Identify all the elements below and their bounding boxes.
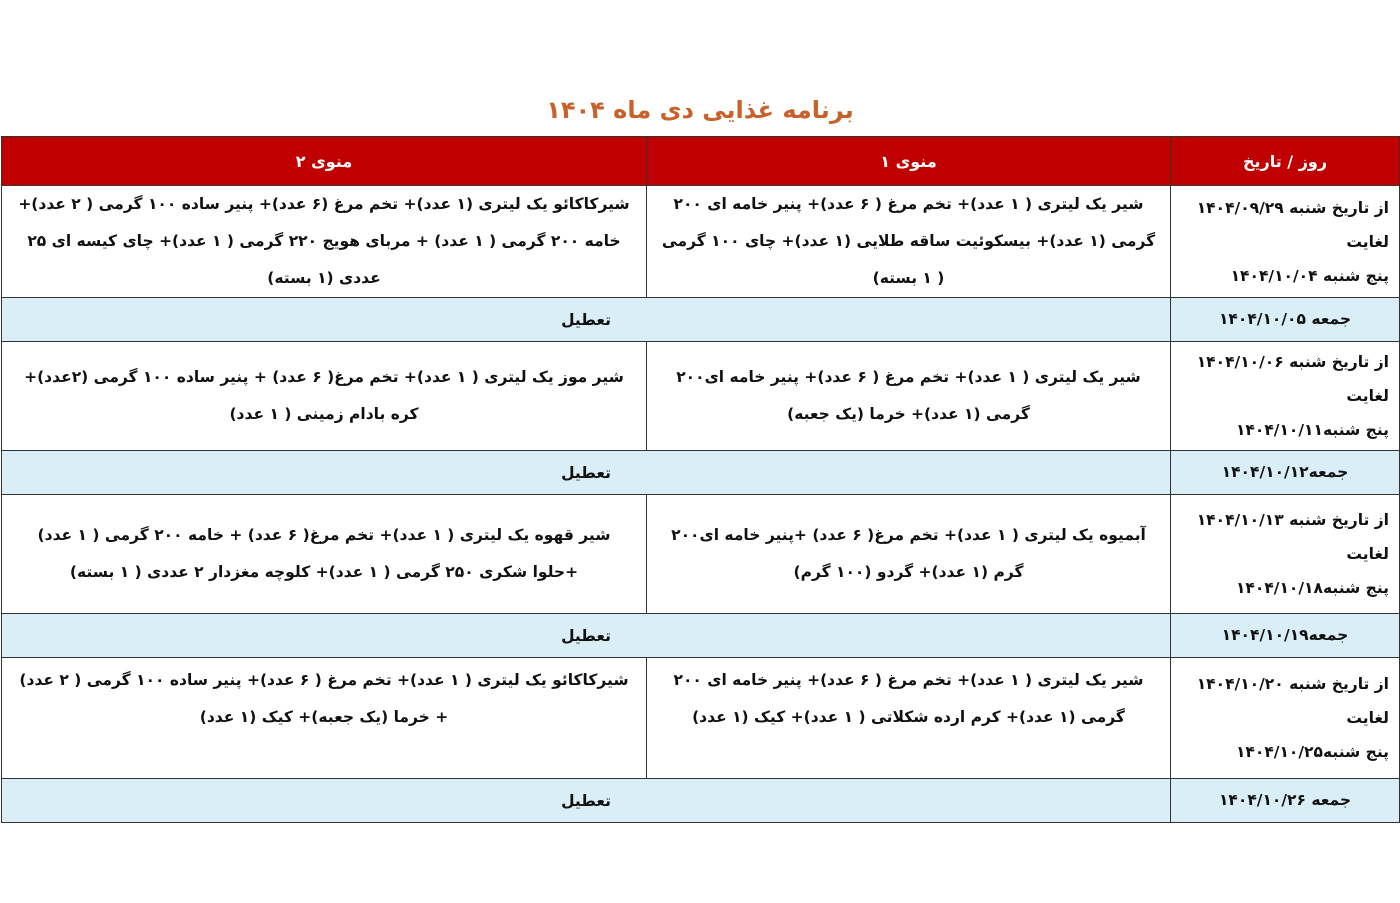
holiday-row	[2, 451, 1400, 495]
week-row	[2, 658, 1400, 779]
date-range-cell	[1171, 186, 1400, 298]
header-date: روز / تاریخ	[1171, 137, 1400, 186]
header-menu2: منوی ۲	[2, 137, 647, 186]
date-range-cell	[1171, 342, 1400, 451]
date-from: از تاریخ شنبه ۱۴۰۴/۰۹/۲۹	[1196, 198, 1389, 217]
menu1-cell: شیر یک لیتری ( ۱ عدد)+ تخم مرغ ( ۶ عدد)+ پنیر خامه ای ۲۰۰ گرمی (۱ عدد)+ بیسکوئیت ساقه طلایی (۱ عدد)+ چای ۱۰۰ گرمی ( ۱ بسته)	[647, 186, 1171, 298]
holiday-date: جمعه ۱۴۰۴/۱۰/۰۵	[1171, 298, 1400, 342]
date-from: از تاریخ شنبه ۱۴۰۴/۱۰/۰۶	[1196, 353, 1389, 371]
menu2-cell: شیرکاکائو یک لیتری (۱ عدد)+ تخم مرغ (۶ عدد)+ پنیر ساده ۱۰۰ گرمی ( ۲ عدد)+ خامه ۲۰۰ گرمی ( ۱ عدد) + مربای هویج ۲۲۰ گرمی ( ۱ عدد)+ چای کیسه ای ۲۵ عددی (۱ بسته)	[2, 186, 647, 298]
holiday-row	[2, 298, 1400, 342]
holiday-label: تعطیل	[2, 614, 1171, 658]
header-row	[2, 137, 1400, 186]
holiday-date: جمعه۱۴۰۴/۱۰/۱۹	[1171, 614, 1400, 658]
until-label: لغایت	[1346, 545, 1389, 563]
menu2-cell: شیر قهوه یک لیتری ( ۱ عدد)+ تخم مرغ( ۶ عدد) + خامه ۲۰۰ گرمی ( ۱ عدد) +حلوا شکری ۲۵۰ گرمی ( ۱ عدد)+ کلوچه مغزدار ۲ عددی ( ۱ بسته)	[2, 495, 647, 614]
meal-schedule-table	[1, 136, 1400, 823]
menu1-cell: شیر یک لیتری ( ۱ عدد)+ تخم مرغ ( ۶ عدد)+ پنیر خامه ای ۲۰۰ گرمی (۱ عدد)+ کرم ارده شکلاتی ( ۱ عدد)+ کیک (۱ عدد)	[647, 658, 1171, 779]
menu2-cell: شیر موز یک لیتری ( ۱ عدد)+ تخم مرغ( ۶ عدد) + پنیر ساده ۱۰۰ گرمی (۲عدد)+ کره بادام زمینی ( ۱ عدد)	[2, 342, 647, 451]
menu1-cell: آبمیوه یک لیتری ( ۱ عدد)+ تخم مرغ( ۶ عدد) +پنیر خامه ای۲۰۰ گرم (۱ عدد)+ گردو (۱۰۰ گرم)	[647, 495, 1171, 614]
week-row	[2, 495, 1400, 614]
holiday-date: جمعه ۱۴۰۴/۱۰/۲۶	[1171, 779, 1400, 823]
date-range-cell	[1171, 495, 1400, 614]
date-from: از تاریخ شنبه ۱۴۰۴/۱۰/۲۰	[1196, 675, 1389, 693]
holiday-label: تعطیل	[2, 451, 1171, 495]
menu1-cell: شیر یک لیتری ( ۱ عدد)+ تخم مرغ ( ۶ عدد)+ پنیر خامه ای۲۰۰ گرمی (۱ عدد)+ خرما (یک جعبه)	[647, 342, 1171, 451]
holiday-row	[2, 614, 1400, 658]
holiday-label: تعطیل	[2, 779, 1171, 823]
holiday-label: تعطیل	[2, 298, 1171, 342]
date-range-cell	[1171, 658, 1400, 779]
until-label: لغایت	[1346, 387, 1389, 405]
date-from: از تاریخ شنبه ۱۴۰۴/۱۰/۱۳	[1196, 511, 1389, 529]
week-row	[2, 342, 1400, 451]
holiday-row	[2, 779, 1400, 823]
week-row	[2, 186, 1400, 298]
menu2-cell: شیرکاکائو یک لیتری ( ۱ عدد)+ تخم مرغ ( ۶ عدد)+ پنیر ساده ۱۰۰ گرمی ( ۲ عدد) + خرما (یک جعبه)+ کیک (۱ عدد)	[2, 658, 647, 779]
date-to: پنج شنبه۱۴۰۴/۱۰/۱۸	[1235, 579, 1389, 597]
date-to: پنج شنبه ۱۴۰۴/۱۰/۰۴	[1230, 266, 1389, 285]
until-label: لغایت	[1346, 232, 1389, 251]
page-title: برنامه غذایی دی ماه ۱۴۰۴	[546, 96, 854, 124]
date-to: پنج شنبه۱۴۰۴/۱۰/۱۱	[1235, 421, 1389, 439]
header-menu1: منوی ۱	[647, 137, 1171, 186]
holiday-date: جمعه۱۴۰۴/۱۰/۱۲	[1171, 451, 1400, 495]
date-to: پنج شنبه۱۴۰۴/۱۰/۲۵	[1235, 743, 1389, 761]
until-label: لغایت	[1346, 709, 1389, 727]
